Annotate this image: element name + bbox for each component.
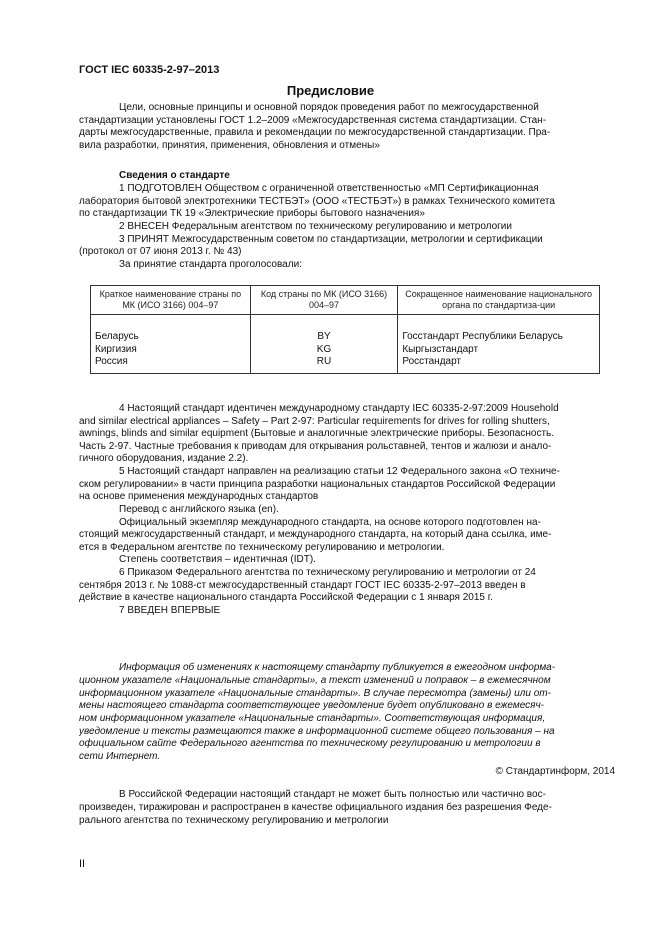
about-line: лаборатория бытовой электротехники ТЕСТБЭТ» (ООО «ТЕСТБЭТ») в рамках Технического комитета xyxy=(79,196,555,207)
info-line: официальном сайте Федерального агентства по техническому регулированию и метрологии в xyxy=(79,738,541,749)
body-line: Часть 2-97. Частные требования к приводам для открывания рольставней, тентов и жалюзи и анало- xyxy=(79,441,552,452)
body-cell: Госстандарт Республики Беларусь xyxy=(398,331,600,344)
intro-line: дарты межгосударственные, правила и рекомендации по межгосударственной стандартизации. Пра- xyxy=(79,127,551,138)
body-line: ется в Федеральном агентстве по техническому регулированию и метрологии. xyxy=(79,542,445,553)
code-cell: KG xyxy=(250,344,398,357)
section-heading: Сведения о стандарте xyxy=(119,170,230,181)
body-line: Степень соответствия – идентичная (IDT). xyxy=(119,554,316,565)
body-line: на основе применения международных стандартов xyxy=(79,491,319,502)
table-header-code: Код страны по МК (ИСО 3166) 004–97 xyxy=(250,286,398,315)
body-cell: Кыргызстандарт xyxy=(398,344,600,357)
code-cell: BY xyxy=(250,331,398,344)
body-line: гичного оборудования, издание 2.2). xyxy=(79,453,249,464)
body-line: Перевод с английского языка (en). xyxy=(119,504,279,515)
body-line: 5 Настоящий стандарт направлен на реализацию статьи 12 Федерального закона «О техниче- xyxy=(119,466,560,477)
table-row xyxy=(91,356,600,373)
body-cell: Росстандарт xyxy=(398,356,600,373)
body-line: 7 ВВЕДЕН ВПЕРВЫЕ xyxy=(119,605,221,616)
page-title: Предисловие xyxy=(286,83,375,98)
table-header-body: Сокращенное наименование национального органа по стандартиза-ции xyxy=(398,286,600,315)
info-line: ном информационном указателе «Национальные стандарты». Соответствующая информация, xyxy=(79,713,546,724)
table-row xyxy=(91,344,600,357)
about-line: За принятие стандарта проголосовали: xyxy=(119,259,302,270)
info-line: мены настоящего стандарта соответствующее уведомление будет опубликовано в ежемесяч- xyxy=(79,700,545,711)
page-number: II xyxy=(79,858,86,870)
body-line: Официальный экземпляр международного стандарта, на основе которого подготовлен на- xyxy=(119,517,541,528)
info-line: информационном указателе «Национальные стандарты». В случае пересмотра (замены) или от- xyxy=(79,688,551,699)
about-line: 1 ПОДГОТОВЛЕН Обществом с ограниченной ответственностью «МП Сертификационная xyxy=(119,183,539,194)
body-line: действие в качестве национального стандарта Российской Федерации с 1 января 2015 г. xyxy=(79,592,493,603)
info-line: уведомление и тексты размещаются также в информационной системе общего пользования – на xyxy=(79,726,555,737)
document-code: ГОСТ IEC 60335-2-97–2013 xyxy=(79,64,220,76)
legal-line: В Российской Федерации настоящий стандарт не может быть полностью или частично вос- xyxy=(119,789,546,800)
body-line: стоящий межгосударственный стандарт, и международного стандарта, на который дана ссылка, име- xyxy=(79,529,552,540)
about-line: 3 ПРИНЯТ Межгосударственным советом по стандартизации, метрологии и сертификации xyxy=(119,234,543,245)
about-line: 2 ВНЕСЕН Федеральным агентством по техническому регулированию и метрологии xyxy=(119,221,512,232)
body-line: and similar electrical appliances – Safety – Part 2-97: Particular requirements for drives for rolling shutters, xyxy=(79,416,550,427)
country-cell: Россия xyxy=(91,356,251,373)
body-line: ском регулировании» в части принципа разработки национальных стандартов Российской Федерации xyxy=(79,479,556,490)
body-line: 6 Приказом Федерального агентства по техническому регулированию и метрологии от 24 xyxy=(119,567,536,578)
body-line: 4 Настоящий стандарт идентичен международному стандарту IEC 60335-2-97:2009 Household xyxy=(119,403,559,414)
info-line: Информация об изменениях к настоящему стандарту публикуется в ежегодном информа- xyxy=(119,662,556,673)
about-line: по стандартизации ТК 19 «Электрические приборы бытового назначения» xyxy=(79,208,425,219)
body-line: awnings, blinds and similar equipment (Бытовые и аналогичные электрические приборы. Безопасность. xyxy=(79,428,555,439)
intro-line: вила разработки, принятия, применения, обновления и отмены» xyxy=(79,140,380,151)
country-cell: Киргизия xyxy=(91,344,251,357)
table-header-row xyxy=(91,286,600,315)
intro-line: Цели, основные принципы и основной порядок проведения работ по межгосударственной xyxy=(119,102,539,113)
legal-line: произведен, тиражирован и распространен в качестве официального издания без разрешения Феде- xyxy=(79,802,552,813)
info-line: сети Интернет. xyxy=(79,751,161,762)
table-header-country: Краткое наименование страны по МК (ИСО 3166) 004–97 xyxy=(91,286,251,315)
copyright-notice: © Стандартинформ, 2014 xyxy=(495,766,615,777)
legal-line: рального агентства по техническому регулированию и метрологии xyxy=(79,815,389,826)
vote-table xyxy=(90,285,600,374)
about-line: (протокол от 07 июня 2013 г. № 43) xyxy=(79,246,242,257)
country-cell: Беларусь xyxy=(91,331,251,344)
body-line: сентября 2013 г. № 1088-ст межгосударственный стандарт ГОСТ IEC 60335-2-97–2013 введен в xyxy=(79,580,526,591)
info-line: ционном указателе «Национальные стандарты», а текст изменений и поправок – в ежемесячном xyxy=(79,675,551,686)
code-cell: RU xyxy=(250,356,398,373)
table-row xyxy=(91,331,600,344)
intro-line: стандартизации установлены ГОСТ 1.2–2009 «Межгосударственная система стандартизации. Стан- xyxy=(79,115,547,126)
